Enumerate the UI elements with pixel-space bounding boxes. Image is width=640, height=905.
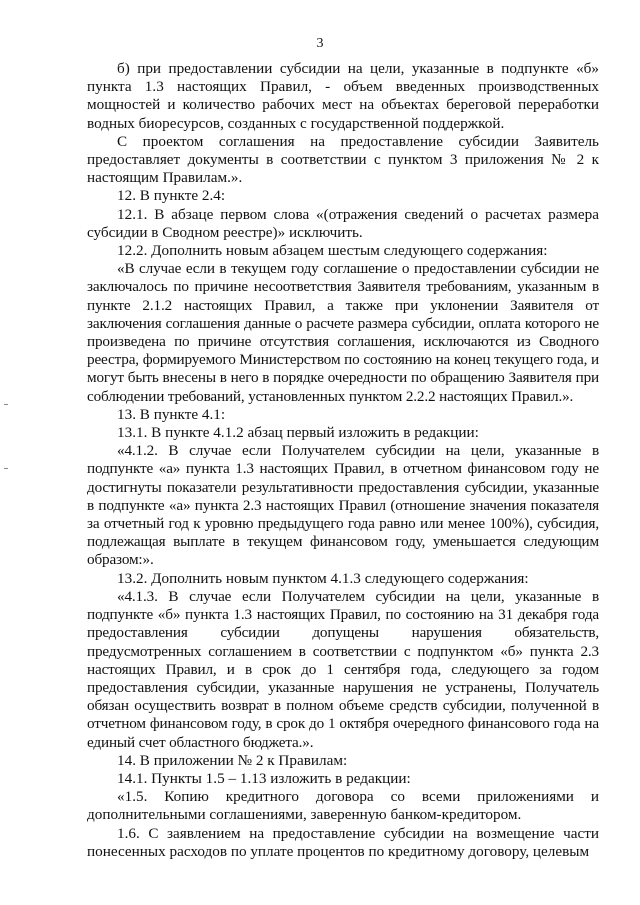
document-body <box>87 60 599 861</box>
page-number: 3 <box>316 36 324 51</box>
paragraph-item-12: 12. В пункте 2.4: <box>117 187 226 205</box>
paragraph-item-14-1: 14.1. Пункты 1.5 – 1.13 изложить в редакции: <box>117 769 411 787</box>
paragraph-clause-4-1-3: «4.1.3. В случае если Получателем субсидии на цели, указанные в подпункте «б» пункта 1.3 настоящих Правил, по состоянию на 31 декабря года предоставления субсидии допущены нарушения обязательств, предусмотренных соглашением в соответствии с подпунктом «б» пункта 2.3 настоящих Правил, и в срок до 1 сентября года, следующего за годом предоставления субсидии, указанные нарушения не устранены, Получатель обязан осуществить возврат в полном объеме средств субсидии, полученной в отчетном финансовом году, в срок до 1 октября очередного финансового года на единый счет областного бюджета.». <box>87 587 599 751</box>
paragraph-item-13-2: 13.2. Дополнить новым пунктом 4.1.3 следующего содержания: <box>117 569 529 587</box>
paragraph-clause-1-6: 1.6. С заявлением на предоставление субсидии на возмещение части понесенных расходов по уплате процентов по кредитному договору, целевым <box>87 824 599 860</box>
margin-scan-mark <box>4 404 8 405</box>
paragraph-item-12-2: 12.2. Дополнить новым абзацем шестым следующего содержания: <box>117 242 548 260</box>
paragraph-indicator-b: б) при предоставлении субсидии на цели, указанные в подпункте «б» пункта 1.3 настоящих Правил, - объем введенных производственных мощностей и количество рабочих мест на объектах береговой переработки водных биоресурсов, созданных с государственной поддержкой. <box>87 60 599 132</box>
paragraph-agreement-documents: С проектом соглашения на предоставление субсидии Заявитель предоставляет документы в соответствии с пунктом 3 приложения № 2 к настоящим Правилам.». <box>87 132 599 187</box>
paragraph-item-13: 13. В пункте 4.1: <box>117 405 226 423</box>
paragraph-clause-1-5: «1.5. Копию кредитного договора со всеми приложениями и дополнительными соглашениями, заверенную банком-кредитором. <box>87 788 599 824</box>
paragraph-clause-4-1-2: «4.1.2. В случае если Получателем субсидии на цели, указанные в подпункте «а» пункта 1.3 настоящих Правил, в отчетном финансовом году не достигнуты показатели результативности предоставления субсидии, указанные в подпункте «а» пункта 2.3 настоящих Правил (отношение значения показателя за отчетный год к уровню предыдущего года равно или менее 100%), субсидия, подлежащая выплате в текущем финансовом году, уменьшается следующим образом:». <box>87 442 599 569</box>
paragraph-new-sixth-clause: «В случае если в текущем году соглашение о предоставлении субсидии не заключалось по причине несоответствия Заявителя требованиям, указанным в пункте 2.1.2 настоящих Правил, а также при уклонении Заявителя от заключения соглашения данные о расчете размера субсидии, оплата которого не произведена по причине отсутствия соглашения, исключаются из Сводного реестра, формируемого Министерством по состоянию на конец текущего года, и могут быть внесены в него в порядке очередности по обращению Заявителя при соблюдении требований, установленных пунктом 2.2.2 настоящих Правил.». <box>87 260 599 405</box>
paragraph-item-13-1: 13.1. В пункте 4.1.2 абзац первый изложить в редакции: <box>117 424 479 442</box>
paragraph-item-14: 14. В приложении № 2 к Правилам: <box>117 751 348 769</box>
paragraph-item-12-1: 12.1. В абзаце первом слова «(отражения сведений о расчетах размера субсидии в Сводном реестре)» исключить. <box>87 205 599 241</box>
margin-scan-mark <box>4 468 8 469</box>
